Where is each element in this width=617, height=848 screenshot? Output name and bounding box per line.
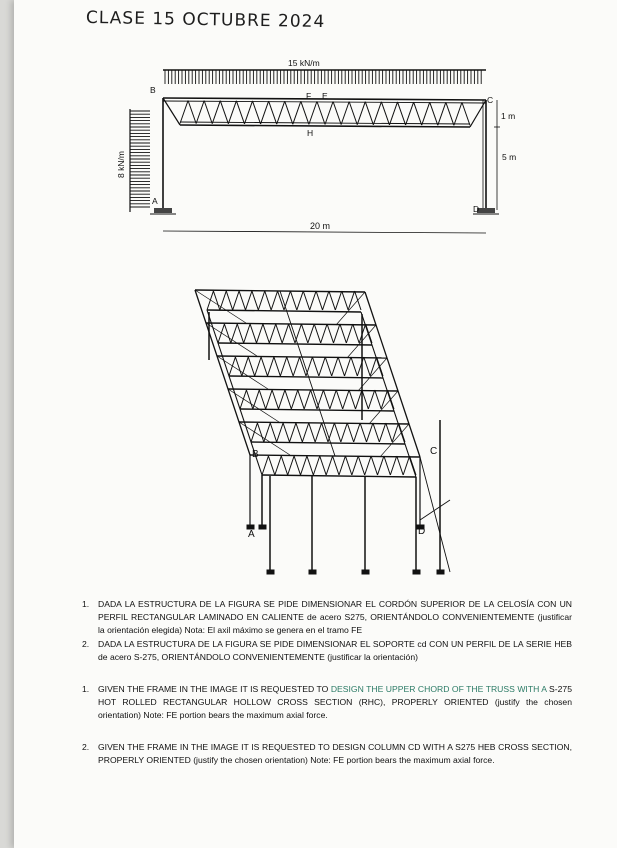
iso-label-d: D [418, 526, 426, 537]
questions-english-1 [78, 683, 572, 723]
question-es-1: 1. DADA LA ESTRUCTURA DE LA FIGURA SE PIDE DIMENSIONAR EL CORDÓN SUPERIOR DE LA CELOSÍA CON UN PERFIL RECTANGULAR LAMINADO EN CALIENTE de acero S275, ORIENTÁNDOLO CONVENIENTEMENTE (justificar la orientación elegida) Nota: El axil máximo se genera en el tramo FE [82, 599, 572, 635]
node-b-label: B [150, 85, 156, 95]
question-es-2: 2. DADA LA ESTRUCTURA DE LA FIGURA SE PIDE DIMENSIONAR EL SOPORTE cd CON UN PERFIL DE LA SERIE HEB de acero S-275, ORIENTÁNDOLO CONVENIENTEMENTE (justificar la orientación) [82, 639, 572, 662]
node-a-label: A [152, 196, 158, 206]
iso-label-b: B [252, 449, 259, 460]
node-f-label: F [306, 91, 312, 101]
questions-spanish [78, 598, 572, 665]
page-heading: CLASE 15 OCTUBRE 2024 [85, 7, 326, 33]
iso-label-a: A [248, 529, 255, 540]
column-height-dimension: 5 m [502, 152, 517, 162]
top-load-label: 15 kN/m [288, 58, 320, 68]
node-h-label: H [307, 128, 314, 138]
node-c-label: C [487, 95, 494, 105]
side-load-label: 8 kN/m [116, 151, 126, 178]
truss-depth-dimension: 1 m [501, 111, 516, 121]
span-dimension: 20 m [310, 221, 331, 231]
iso-label-c: C [430, 446, 438, 457]
node-d-label: D [473, 204, 480, 214]
highlighted-text: DESIGN THE UPPER CHORD OF THE TRUSS WITH A [330, 684, 547, 694]
question-en-2: 2. GIVEN THE FRAME IN THE IMAGE IT IS REQUESTED TO DESIGN COLUMN CD WITH A S275 HEB CROSS SECTION, PROPERLY ORIENTED (justify the chosen orientation) Note: FE portion bears the maximum axial force. [82, 742, 572, 765]
node-e-label: E [322, 91, 328, 101]
questions-english-2 [78, 741, 572, 768]
question-en-1: 1. GIVEN THE FRAME IN THE IMAGE IT IS REQUESTED TO DESIGN THE UPPER CHORD OF THE TRUSS WITH A S-275 HOT ROLLED RECTANGULAR HOLLOW CROSS SECTION (RHC), PROPERLY ORIENTED (justify the chosen orientation) Note: FE portion bears the maximum axial force. [82, 684, 572, 720]
